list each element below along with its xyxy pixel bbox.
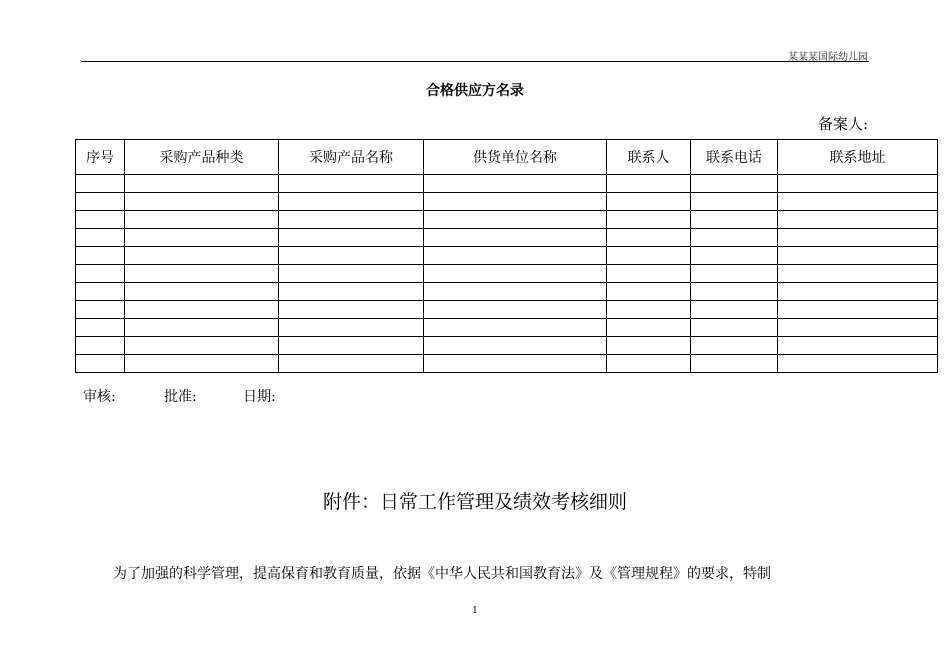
table-cell [607,229,691,247]
column-header: 采购产品名称 [279,140,424,175]
table-cell [607,211,691,229]
table-cell [76,319,125,337]
table-cell [279,193,424,211]
table-cell [279,175,424,193]
table-cell [691,301,778,319]
table-row [76,193,938,211]
table-cell [279,247,424,265]
table-cell [778,355,938,373]
table-cell [76,229,125,247]
supplier-table [75,139,938,373]
table-cell [279,265,424,283]
table-cell [125,193,279,211]
table-row [76,175,938,193]
page-number: 1 [472,606,478,616]
table-row [76,211,938,229]
table-cell [691,229,778,247]
table-cell [76,175,125,193]
table-cell [424,301,607,319]
column-header: 联系地址 [778,140,938,175]
table-cell [778,247,938,265]
header-rule [81,61,869,62]
column-header: 供货单位名称 [424,140,607,175]
intro-paragraph: 为了加强的科学管理，提高保育和教育质量，依据《中华人民共和国教育法》及《管理规程》的要求，特制 [113,566,771,582]
table-cell [424,229,607,247]
table-cell [424,265,607,283]
table-cell [607,319,691,337]
table-cell [778,283,938,301]
table-cell [76,265,125,283]
table-cell [778,175,938,193]
table-cell [76,193,125,211]
table-cell [279,283,424,301]
document-title: 合格供应方名录 [426,83,524,99]
recorder-label: 备案人: [817,115,868,133]
table-cell [279,355,424,373]
table-row [76,265,938,283]
table-cell [279,229,424,247]
table-row [76,247,938,265]
table-cell [424,355,607,373]
column-header: 采购产品种类 [125,140,279,175]
table-cell [424,283,607,301]
column-header: 序号 [76,140,125,175]
table-cell [778,229,938,247]
header-org-name: 某某某国际幼儿园 [788,52,868,63]
table-cell [125,337,279,355]
table-cell [607,301,691,319]
table-cell [125,283,279,301]
table-cell [424,319,607,337]
table-cell [691,319,778,337]
table-row [76,301,938,319]
table-header-row [76,140,938,175]
table-cell [424,337,607,355]
review-label: 审核: [83,389,116,405]
table-cell [691,193,778,211]
table-cell [424,247,607,265]
table-cell [125,211,279,229]
table-row [76,283,938,301]
table-cell [125,301,279,319]
table-cell [607,247,691,265]
table-cell [607,283,691,301]
column-header: 联系人 [607,140,691,175]
table-cell [279,301,424,319]
table-cell [778,265,938,283]
table-cell [76,211,125,229]
column-header: 联系电话 [691,140,778,175]
annex-title: 附件：日常工作管理及绩效考核细则 [322,491,627,513]
table-cell [691,355,778,373]
table-cell [125,229,279,247]
table-cell [607,175,691,193]
table-cell [607,265,691,283]
table-cell [778,319,938,337]
table-cell [279,337,424,355]
table-cell [76,247,125,265]
table-row [76,319,938,337]
table-cell [778,211,938,229]
table-cell [279,319,424,337]
table-cell [125,247,279,265]
approve-label: 批准: [164,389,197,405]
table-row [76,355,938,373]
table-cell [125,319,279,337]
table-cell [607,193,691,211]
table-cell [125,175,279,193]
table-cell [691,211,778,229]
table-cell [607,355,691,373]
table-cell [424,175,607,193]
table-cell [778,337,938,355]
table-cell [125,265,279,283]
table-cell [607,337,691,355]
table-body [76,175,938,373]
table-row [76,337,938,355]
table-cell [76,337,125,355]
date-label: 日期: [243,389,276,405]
table-row [76,229,938,247]
table-cell [778,193,938,211]
table-cell [691,247,778,265]
table-cell [76,355,125,373]
table-cell [424,211,607,229]
table-cell [125,355,279,373]
table-cell [691,283,778,301]
table-cell [691,337,778,355]
table-cell [778,301,938,319]
table-cell [424,193,607,211]
signoff-line [83,386,276,406]
table-cell [76,301,125,319]
table-cell [691,175,778,193]
table-cell [691,265,778,283]
table-cell [76,283,125,301]
table-cell [279,211,424,229]
